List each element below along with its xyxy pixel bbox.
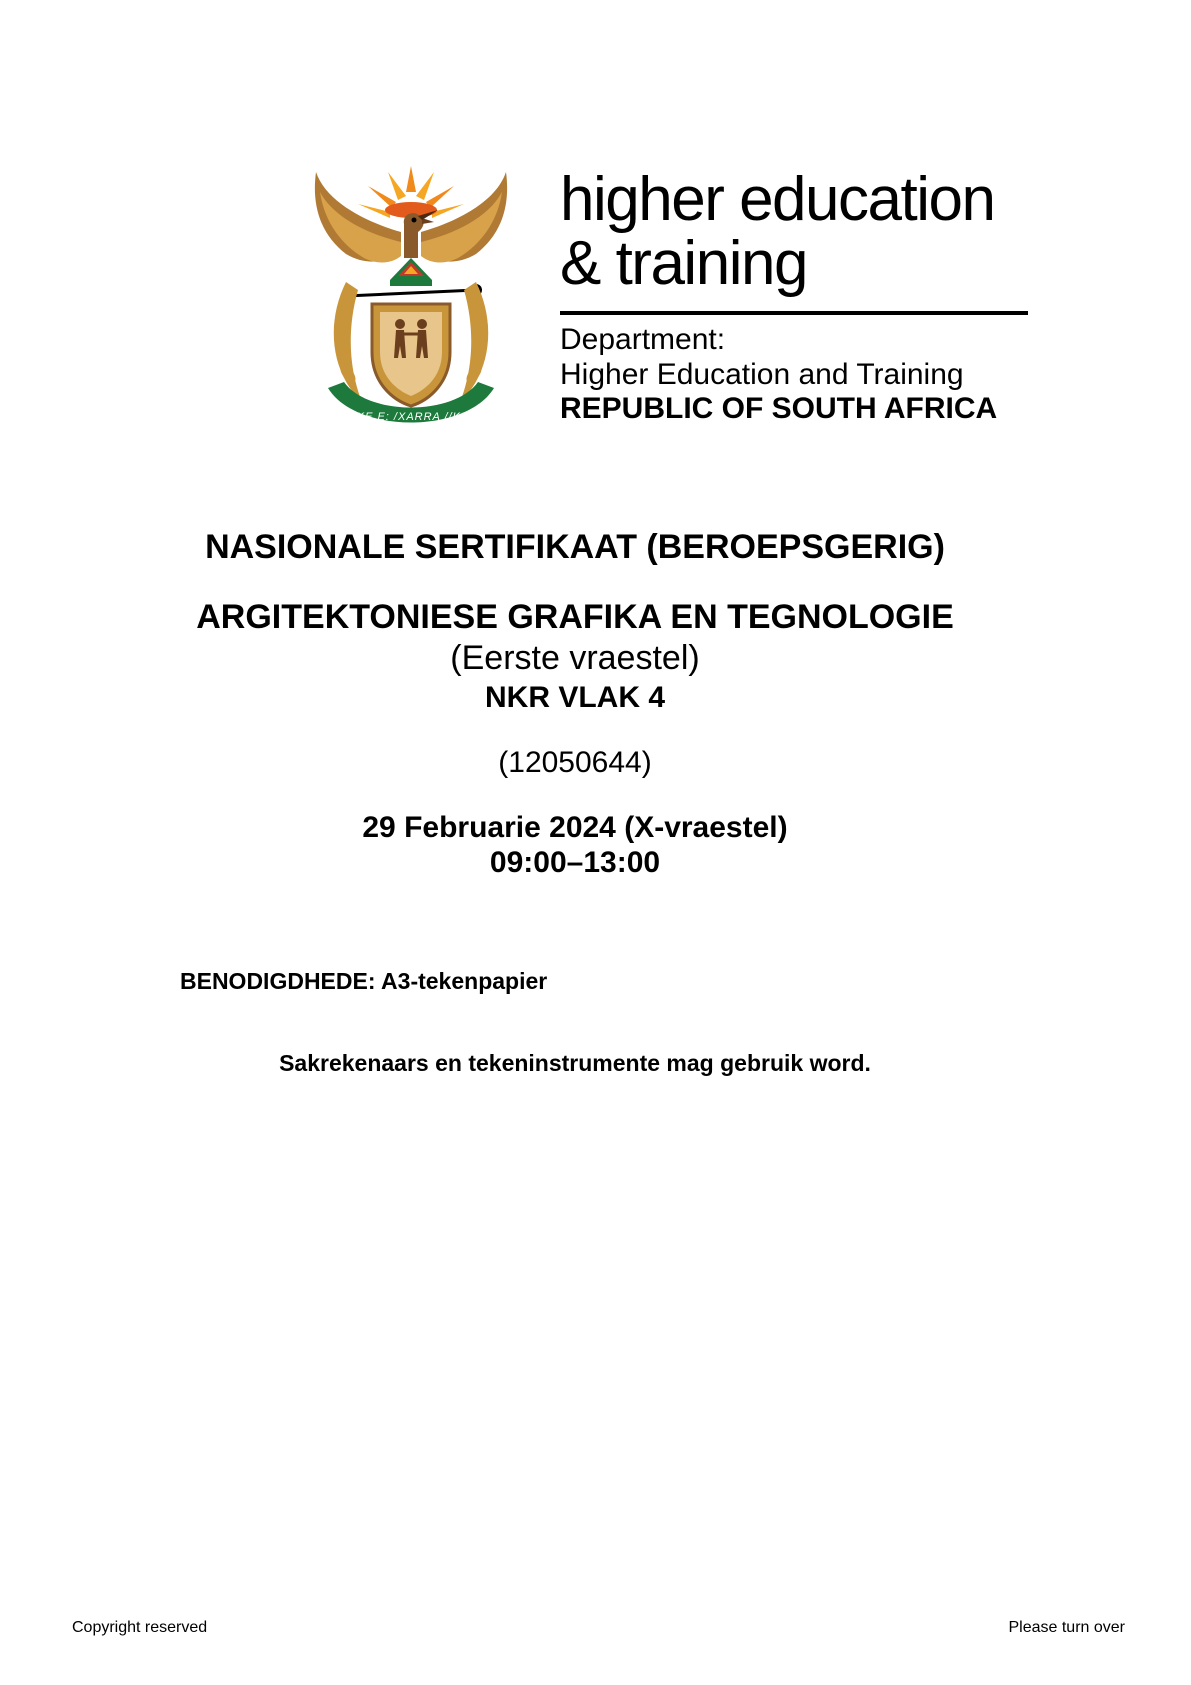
shield-icon bbox=[372, 304, 450, 406]
brand-divider bbox=[560, 311, 1028, 315]
calculators-note: Sakrekenaars en tekeninstrumente mag gebruik word. bbox=[279, 1050, 871, 1076]
nqf-level: NKR VLAK 4 bbox=[484, 681, 665, 714]
certificate-title: NASIONALE SERTIFIKAAT (BEROEPSGERIG) bbox=[205, 528, 945, 566]
footer-copyright: Copyright reserved bbox=[72, 1619, 208, 1636]
country-name: REPUBLIC OF SOUTH AFRICA bbox=[560, 392, 998, 425]
svg-text:!KE E: /XARRA //KE: !KE E: /XARRA //KE bbox=[352, 411, 470, 423]
protea-icon bbox=[390, 258, 432, 286]
subject-code: (12050644) bbox=[498, 746, 652, 779]
department-label: Department: bbox=[560, 323, 726, 356]
brand-wordmark bbox=[560, 165, 995, 298]
subject-title: ARGITEKTONIESE GRAFIKA EN TEGNOLOGIE bbox=[196, 598, 954, 636]
footer-turn-over: Please turn over bbox=[1008, 1619, 1125, 1636]
department-name: Higher Education and Training bbox=[560, 358, 964, 391]
exam-date: 29 Februarie 2024 (X-vraestel) bbox=[362, 811, 788, 844]
paper-number: (Eerste vraestel) bbox=[450, 639, 700, 677]
coat-of-arms-logo bbox=[306, 162, 516, 442]
brand-line-2: & training bbox=[560, 229, 807, 298]
sun-icon bbox=[358, 166, 464, 218]
exam-time: 09:00–13:00 bbox=[489, 846, 661, 879]
brand-line-1: higher education bbox=[560, 165, 995, 234]
requirements-line: BENODIGDHEDE: A3-tekenpapier bbox=[180, 968, 548, 994]
spear-icon bbox=[342, 284, 482, 301]
